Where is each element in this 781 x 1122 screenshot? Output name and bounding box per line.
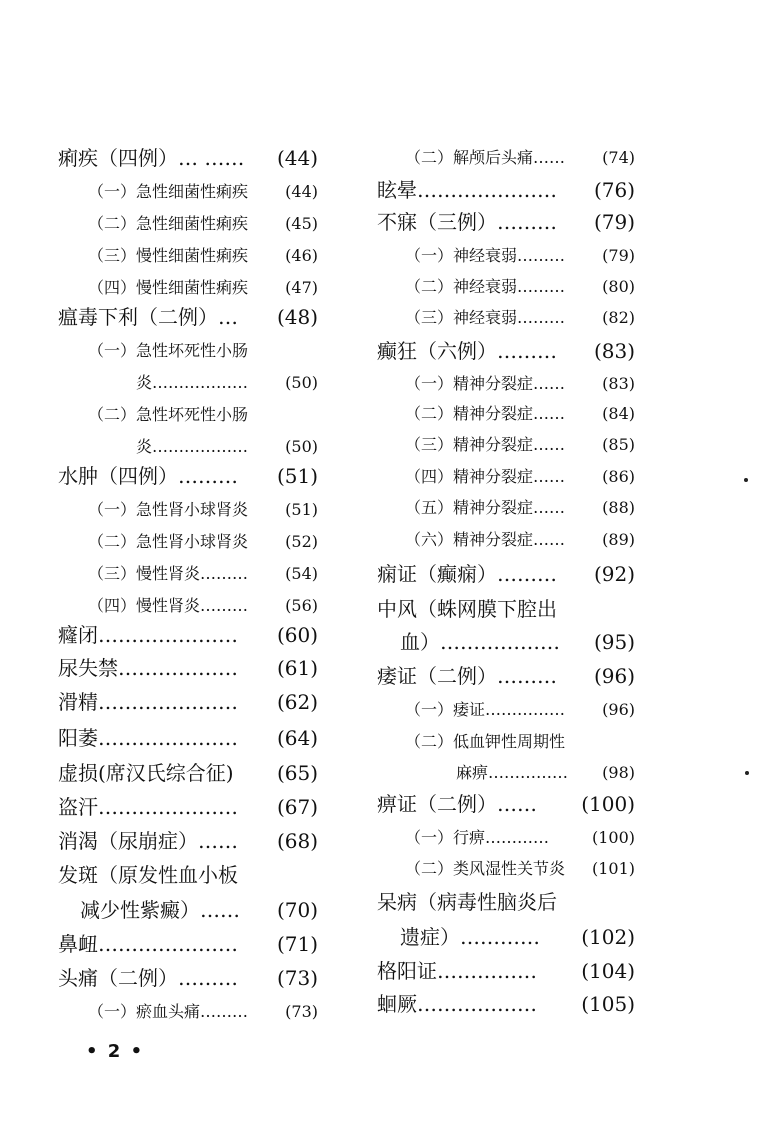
toc-entry: 滑精………………… (62) (58, 690, 318, 714)
toc-subentry: （二）神经衰弱……… (80) (405, 277, 635, 296)
toc-subentry: （二）低血钾性周期性 (405, 732, 566, 751)
toc-subentry-continued: 炎……………… (50) (136, 437, 318, 456)
toc-entry: 格阳证…………… (104) (377, 959, 635, 983)
toc-entry: 痿证（二例）……… (96) (377, 664, 635, 688)
toc-entry: 水肿（四例）……… (51) (58, 464, 318, 488)
toc-entry: 阳萎………………… (64) (58, 726, 318, 750)
toc-subentry: （二）解颅后头痛…… (74) (405, 148, 635, 167)
scan-speck (745, 771, 749, 775)
toc-entry: 消渴（尿崩症）…… (68) (58, 829, 318, 853)
toc-entry: 头痛（二例）……… (73) (58, 966, 318, 990)
toc-entry: 癃闭………………… (60) (58, 623, 318, 647)
toc-entry: 尿失禁……………… (61) (58, 656, 318, 680)
toc-entry: 瘟毒下利（二例）… (48) (58, 305, 318, 329)
toc-subentry: （一）精神分裂症…… (83) (405, 374, 635, 393)
toc-subentry: （一）神经衰弱……… (79) (405, 246, 635, 265)
toc-entry: 不寐（三例）……… (79) (377, 210, 635, 234)
toc-entry: 发斑（原发性血小板 (58, 863, 238, 887)
toc-subentry: （一）急性细菌性痢疾 (44) (88, 182, 318, 201)
toc-subentry: （二）急性肾小球肾炎 (52) (88, 532, 318, 551)
toc-entry: 蛔厥……………… (105) (377, 992, 635, 1016)
toc-entry: 虚损(席汉氏综合征) (65) (58, 761, 318, 785)
toc-subentry: （六）精神分裂症…… (89) (405, 530, 635, 549)
page-number: • 2 • (86, 1041, 145, 1062)
toc-entry-continued: 减少性紫癜）…… (70) (80, 898, 318, 922)
toc-entry: 痹证（二例）…… (100) (377, 792, 635, 816)
scan-speck (744, 478, 748, 482)
toc-entry: 眩晕………………… (76) (377, 178, 635, 202)
toc-subentry-continued: 炎……………… (50) (136, 373, 318, 392)
toc-subentry: （二）急性细菌性痢疾 (45) (88, 214, 318, 233)
toc-subentry: （一）痿证…………… (96) (405, 700, 635, 719)
toc-subentry: （四）慢性细菌性痢疾 (47) (88, 278, 318, 297)
toc-subentry: （二）精神分裂症…… (84) (405, 404, 635, 423)
toc-entry: 呆病（病毒性脑炎后 (377, 890, 557, 914)
toc-subentry: （一）行痹………… (100) (405, 828, 635, 847)
toc-subentry: （二）急性坏死性小肠 (88, 405, 249, 424)
toc-entry: 痫证（癫痫）……… (92) (377, 562, 635, 586)
toc-subentry: （四）精神分裂症…… (86) (405, 467, 635, 486)
toc-subentry: （三）慢性细菌性痢疾 (46) (88, 246, 318, 265)
toc-subentry: （三）神经衰弱……… (82) (405, 308, 635, 327)
toc-subentry: （一）急性肾小球肾炎 (51) (88, 500, 318, 519)
toc-subentry: （二）类风湿性关节炎 (101) (405, 859, 635, 878)
toc-entry: 鼻衄………………… (71) (58, 932, 318, 956)
toc-entry: 癫狂（六例）……… (83) (377, 339, 635, 363)
toc-subentry: （四）慢性肾炎……… (56) (88, 596, 318, 615)
toc-subentry: （一）急性坏死性小肠 (88, 341, 249, 360)
toc-entry: 盗汗………………… (67) (58, 795, 318, 819)
toc-subentry-continued: 麻痹…………… (98) (456, 763, 635, 782)
toc-entry-continued: 血）……………… (95) (400, 630, 635, 654)
toc-entry: 痢疾（四例）… …… (44) (58, 146, 318, 170)
toc-subentry: （三）精神分裂症…… (85) (405, 435, 635, 454)
toc-entry: 中风（蛛网膜下腔出 (377, 597, 557, 621)
toc-subentry: （一）瘀血头痛……… (73) (88, 1002, 318, 1021)
toc-subentry: （三）慢性肾炎……… (54) (88, 564, 318, 583)
toc-subentry: （五）精神分裂症…… (88) (405, 498, 635, 517)
toc-entry-continued: 遗症）………… (102) (400, 925, 635, 949)
